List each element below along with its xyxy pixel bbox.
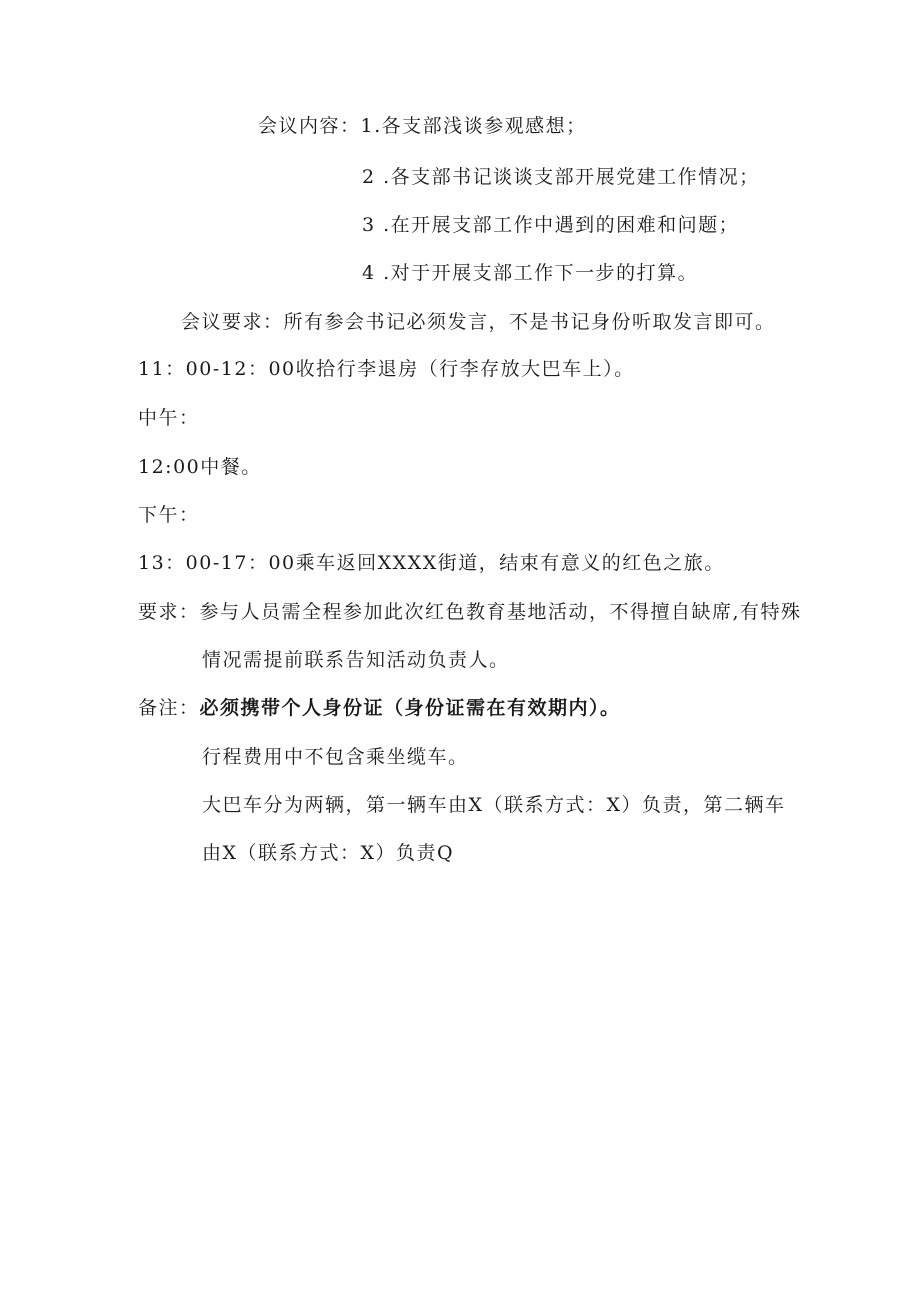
meeting-item-1: 1.各支部浅谈参观感想； (360, 115, 587, 137)
lunch-schedule: 12:00中餐。 (138, 456, 262, 478)
meeting-requirement: 会议要求：所有参会书记必须发言，不是书记身份听取发言即可。 (181, 311, 776, 333)
meeting-content (258, 114, 587, 138)
schedule-checkout: 11：00-12：00收拾行李退房（行李存放大巴车上）。 (138, 358, 635, 380)
requirement-line-1: 要求：参与人员需全程参加此次红色教育基地活动，不得擅自缺席,有特殊 (138, 601, 802, 623)
note-id-card (138, 696, 621, 720)
meeting-content-label: 会议内容： (258, 115, 361, 137)
note-bus-line-1: 大巴车分为两辆，第一辆车由X（联系方式：X）负责，第二辆车 (202, 794, 786, 816)
meeting-item-2: 2 .各支部书记谈谈支部开展党建工作情况； (362, 166, 760, 188)
meeting-item-4: 4 .对于开展支部工作下一步的打算。 (362, 262, 699, 284)
noon-label: 中午： (138, 407, 200, 429)
meeting-item-3: 3 .在开展支部工作中遇到的困难和问题； (362, 214, 740, 236)
note-bus-line-2: 由X（联系方式：X）负责Q (202, 842, 455, 864)
afternoon-label: 下午： (138, 504, 200, 526)
note-label: 备注： (138, 697, 200, 719)
note-fare: 行程费用中不包含乘坐缆车。 (202, 746, 469, 768)
requirement-line-2: 情况需提前联系告知活动负责人。 (202, 649, 510, 671)
note-id-card-text: 必须携带个人身份证（身份证需在有效期内）。 (199, 697, 621, 719)
return-trip: 13：00-17：00乘车返回XXXX街道，结束有意义的红色之旅。 (138, 552, 725, 574)
